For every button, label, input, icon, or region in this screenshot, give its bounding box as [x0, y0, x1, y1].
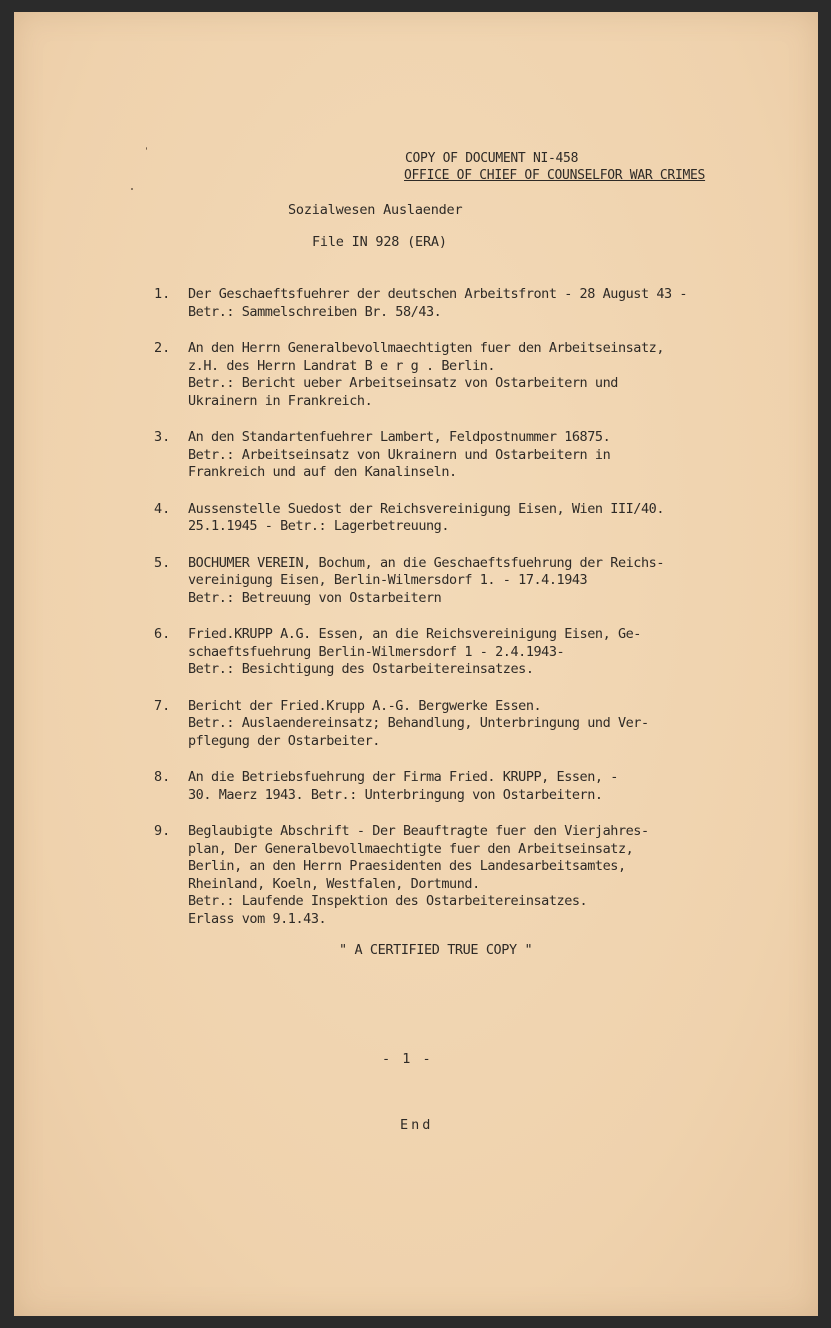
item-line: Betr.: Sammelschreiben Br. 58/43. [188, 303, 442, 320]
list-item [154, 555, 774, 608]
item-line: Beglaubigte Abschrift - Der Beauftragte fuer den Vierjahres- [188, 823, 649, 839]
item-text [188, 429, 774, 482]
file-reference: File IN 928 (ERA) [312, 234, 447, 250]
item-line: Betr.: Betreuung von Ostarbeitern [188, 589, 442, 606]
item-number: 2. [154, 340, 171, 356]
item-text [188, 555, 774, 608]
list-item [154, 823, 774, 928]
item-line: Betr.: Besichtigung des Ostarbeitereinsatzes. [188, 661, 534, 677]
paper-speck [131, 188, 133, 190]
list-item [154, 501, 774, 536]
item-number: 6. [154, 626, 171, 642]
item-line: An die Betriebsfuehrung der Firma Fried. KRUPP, Essen, - [188, 769, 618, 785]
item-line: BOCHUMER VEREIN, Bochum, an die Geschaeftsfuehrung der Reichs- [188, 554, 665, 571]
item-text [188, 340, 774, 410]
item-line: Erlass vom 9.1.43. [188, 910, 327, 927]
item-line: schaeftsfuehrung Berlin-Wilmersdorf 1 - 2.4.1943- [188, 643, 565, 660]
item-number: 7. [154, 697, 171, 714]
item-text [188, 769, 774, 804]
document-page [14, 12, 818, 1316]
item-number: 3. [154, 429, 171, 445]
document-subject: Sozialwesen Auslaender [288, 202, 463, 218]
paper-speck [146, 147, 147, 150]
list-item [154, 626, 774, 679]
item-text [188, 286, 774, 321]
item-number: 4. [154, 500, 171, 517]
item-line: vereinigung Eisen, Berlin-Wilmersdorf 1. - 17.4.1943 [188, 572, 588, 588]
item-text [188, 823, 774, 928]
item-line: Der Geschaeftsfuehrer der deutschen Arbeitsfront - 28 August 43 - [188, 286, 688, 302]
item-number: 1. [154, 286, 171, 302]
item-line: plan, Der Generalbevollmaechtigte fuer den Arbeitseinsatz, [188, 840, 634, 857]
item-line: Berlin, an den Herrn Praesidenten des Landesarbeitsamtes, [188, 858, 626, 874]
item-line: Frankreich und auf den Kanalinseln. [188, 464, 457, 480]
item-line: Bericht der Fried.Krupp A.-G. Bergwerke Essen. [188, 697, 542, 714]
item-line: Betr.: Arbeitseinsatz von Ukrainern und Ostarbeitern in [188, 446, 611, 463]
item-line: pflegung der Ostarbeiter. [188, 732, 380, 749]
item-text [188, 698, 774, 751]
item-line: Aussenstelle Suedost der Reichsvereinigung Eisen, Wien III/40. [188, 500, 665, 517]
item-line: Ukrainern in Frankreich. [188, 392, 373, 409]
item-line: An den Standartenfuehrer Lambert, Feldpostnummer 16875. [188, 429, 611, 445]
item-text [188, 501, 774, 536]
item-line: Betr.: Laufende Inspektion des Ostarbeitereinsatzes. [188, 893, 588, 909]
document-copy-header: COPY OF DOCUMENT NI-458 [405, 151, 579, 166]
item-line: Betr.: Bericht ueber Arbeitseinsatz von Ostarbeitern und [188, 375, 618, 391]
item-number: 9. [154, 823, 171, 839]
page-number: - 1 - [382, 1051, 433, 1067]
list-item [154, 698, 774, 751]
item-number: 5. [154, 554, 171, 571]
item-line: Betr.: Auslaendereinsatz; Behandlung, Unterbringung und Ver- [188, 715, 649, 731]
list-item [154, 769, 774, 804]
item-line: 25.1.1945 - Betr.: Lagerbetreuung. [188, 518, 450, 534]
list-item [154, 286, 774, 321]
end-marker: End [400, 1117, 434, 1133]
item-line: Fried.KRUPP A.G. Essen, an die Reichsvereinigung Eisen, Ge- [188, 626, 641, 642]
document-item-list [154, 286, 774, 947]
item-line: Rheinland, Koeln, Westfalen, Dortmund. [188, 875, 480, 892]
item-number: 8. [154, 769, 171, 785]
item-line: z.H. des Herrn Landrat B e r g . Berlin. [188, 357, 496, 374]
item-line: An den Herrn Generalbevollmaechtigten fuer den Arbeitseinsatz, [188, 340, 665, 356]
office-header: OFFICE OF CHIEF OF COUNSELFOR WAR CRIMES [404, 168, 706, 183]
certification-note: " A CERTIFIED TRUE COPY " [339, 942, 533, 958]
list-item [154, 429, 774, 482]
list-item [154, 340, 774, 410]
item-line: 30. Maerz 1943. Betr.: Unterbringung von Ostarbeitern. [188, 786, 603, 803]
item-text [188, 626, 774, 679]
